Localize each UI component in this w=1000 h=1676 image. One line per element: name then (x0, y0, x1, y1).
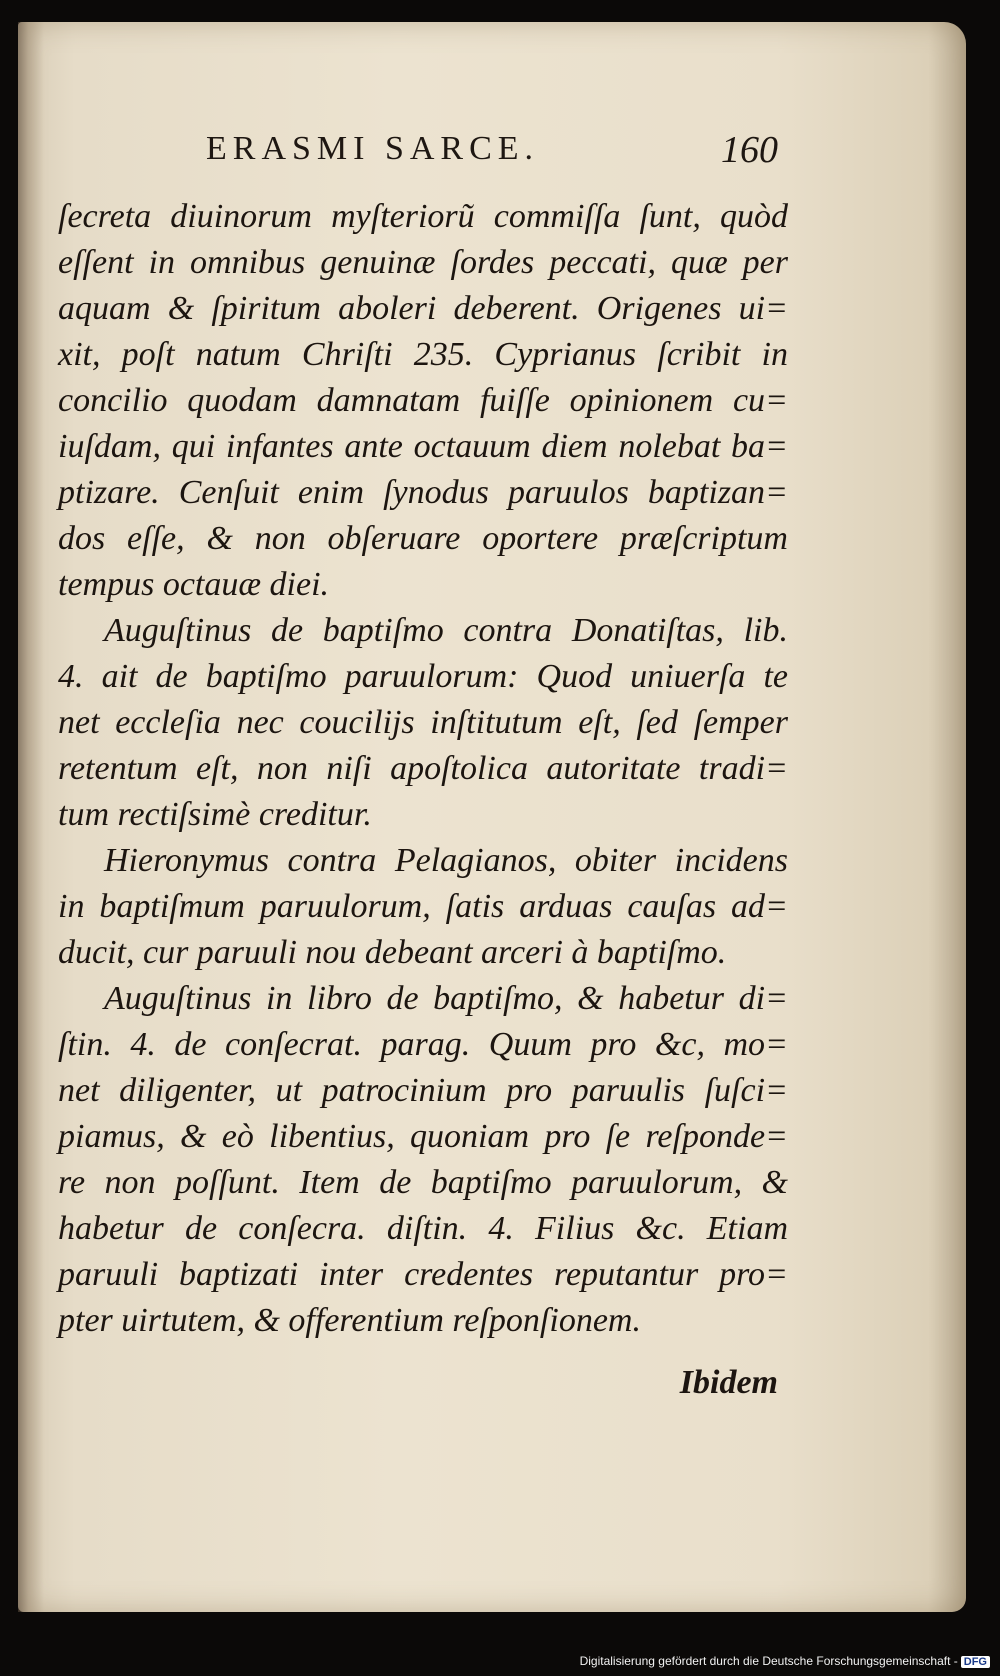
text-line: paruuli baptizati inter credentes reputantur pro= (58, 1256, 788, 1293)
page-gutter-shadow (18, 22, 44, 1612)
text-line: 4. ait de baptiſmo paruulorum: Quod uniuerſa te (58, 658, 788, 695)
running-head: ERASMI SARCE. (206, 130, 540, 167)
body-text (58, 194, 788, 1400)
text-line: Auguſtinus in libro de baptiſmo, & habetur di= (104, 980, 788, 1017)
text-line: in baptiſmum paruulorum, ſatis arduas cauſas ad= (58, 888, 788, 925)
credit-text: Digitalisierung gefördert durch die Deutsche Forschungsgemeinschaft - (579, 1654, 958, 1668)
text-line: dos eſſe, & non obſeruare oportere præſcriptum (58, 520, 788, 557)
text-line: tempus octauæ diei. (58, 566, 330, 603)
text-line: Hieronymus contra Pelagianos, obiter incidens (104, 842, 788, 879)
text-line: eſſent in omnibus genuinæ ſordes peccati, quæ per (58, 244, 788, 281)
text-line: net diligenter, ut patrocinium pro paruulis ſuſci= (58, 1072, 788, 1109)
text-line: xit, poſt natum Chriſti 235. Cyprianus ſcribit in (58, 336, 788, 373)
text-line: ſtin. 4. de conſecrat. parag. Quum pro &c, mo= (58, 1026, 788, 1063)
paragraph-2 (58, 608, 788, 838)
text-line: Auguſtinus de baptiſmo contra Donatiſtas, lib. (104, 612, 788, 649)
text-line: concilio quodam damnatam fuiſſe opinionem cu= (58, 382, 788, 419)
page-header (188, 130, 778, 174)
text-line: ſecreta diuinorum myſteriorũ commiſſa ſunt, quòd (58, 198, 788, 235)
text-line: ducit, cur paruuli nou debeant arceri à baptiſmo. (58, 934, 727, 971)
text-line: re non poſſunt. Item de baptiſmo paruulorum, & (58, 1164, 788, 1201)
text-line: ptizare. Cenſuit enim ſynodus paruulos baptizan= (58, 474, 788, 511)
book-page (18, 22, 966, 1612)
page-number: 160 (721, 129, 778, 171)
dfg-logo: DFG (961, 1656, 990, 1668)
digitization-credit (580, 1654, 990, 1668)
text-line: pter uirtutem, & offerentium reſponſionem. (58, 1302, 641, 1339)
text-line: iuſdam, qui infantes ante octauum diem nolebat ba= (58, 428, 788, 465)
text-line: retentum eſt, non niſi apoſtolica autoritate tradi= (58, 750, 788, 787)
paragraph-1 (58, 194, 788, 608)
catchword: Ibidem (679, 1364, 778, 1401)
paragraph-4 (58, 976, 788, 1344)
text-line: aquam & ſpiritum aboleri deberent. Origenes ui= (58, 290, 788, 327)
paragraph-3 (58, 838, 788, 976)
text-line: habetur de conſecra. diſtin. 4. Filius &c. Etiam (58, 1210, 788, 1247)
text-line: piamus, & eò libentius, quoniam pro ſe reſponde= (58, 1118, 788, 1155)
text-line: tum rectiſsimè creditur. (58, 796, 372, 833)
text-line: net eccleſia nec coucilijs inſtitutum eſt, ſed ſemper (58, 704, 788, 741)
catchword-row (58, 1344, 788, 1400)
